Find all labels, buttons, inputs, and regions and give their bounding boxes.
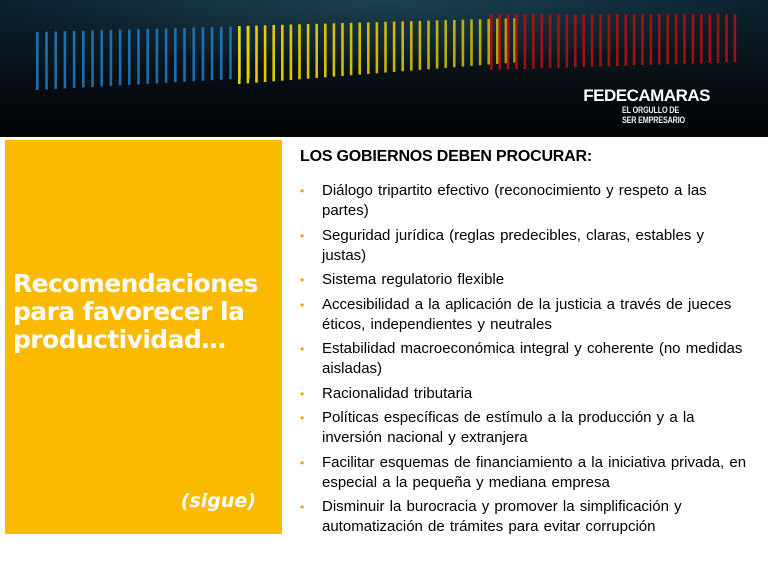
banner-stripe xyxy=(255,26,258,83)
list-item-text: Accesibilidad a la aplicación de la justicia a través de jueces éticos, independientes y neutrales xyxy=(322,295,732,333)
banner-stripe xyxy=(462,20,465,67)
brand-logo xyxy=(583,87,710,125)
banner-stripe xyxy=(211,27,214,80)
list-item xyxy=(300,384,750,404)
banner-stripe xyxy=(137,29,140,84)
banner-stripe xyxy=(470,19,473,65)
banner-stripe xyxy=(549,14,552,68)
banner-stripe xyxy=(582,14,585,67)
bullet-icon: • xyxy=(300,411,305,425)
banner-stripe xyxy=(174,28,177,82)
banner-stripe xyxy=(692,14,695,64)
brand-tagline-1: EL ORGULLO DE xyxy=(622,105,680,115)
banner-stripe xyxy=(358,23,361,75)
list-item-text: Diálogo tripartito efectivo (reconocimiento y respeto a las partes) xyxy=(322,182,707,219)
banner-stripe xyxy=(36,32,39,90)
banner-stripe xyxy=(507,14,510,69)
list-item-text: Racionalidad tributaria xyxy=(322,384,473,402)
list-item-text: Disminuir la burocracia y promover la simplificación y automatización de trámites para evitar corrupción xyxy=(322,498,682,535)
banner-stripe xyxy=(367,22,370,74)
banner-stripe xyxy=(557,14,560,68)
banner-stripe xyxy=(350,23,353,75)
banner-stripe xyxy=(725,14,728,62)
list-item xyxy=(300,408,750,448)
banner-stripe xyxy=(376,22,379,73)
banner-stripe xyxy=(82,31,85,88)
list-item xyxy=(300,181,750,221)
banner-stripe xyxy=(444,20,447,68)
banner-stripe xyxy=(91,30,94,86)
banner-stripe xyxy=(100,30,103,86)
banner-stripe xyxy=(156,29,159,84)
banner-stripe xyxy=(608,14,611,66)
content-area xyxy=(300,148,750,542)
bullet-icon: • xyxy=(300,228,305,243)
banner-stripe xyxy=(419,21,422,70)
title-panel xyxy=(5,140,282,534)
banner-stripe xyxy=(272,25,275,81)
continued-label: (sigue) xyxy=(180,490,256,512)
banner-stripe xyxy=(110,30,113,86)
bullet-icon: • xyxy=(300,386,305,401)
list-item-text: Sistema regulatorio flexible xyxy=(322,271,505,288)
list-item xyxy=(300,226,750,266)
banner-stripe xyxy=(616,14,619,66)
banner-stripe xyxy=(341,23,344,76)
banner-stripe xyxy=(515,14,518,69)
banner-stripe xyxy=(540,14,543,68)
bullet-icon: • xyxy=(300,273,305,287)
banner-stripe xyxy=(401,21,404,71)
banner-stripe xyxy=(238,26,241,84)
banner-stripe xyxy=(708,14,711,63)
banner-stripe xyxy=(298,24,301,79)
banner-stripe xyxy=(717,14,720,63)
banner-stripe xyxy=(591,14,594,67)
banner-stripe xyxy=(384,22,387,73)
banner-stripe xyxy=(229,27,232,80)
list-item xyxy=(300,339,750,379)
banner-stripe xyxy=(290,25,293,80)
banner-stripe xyxy=(128,29,131,84)
banner-stripe xyxy=(524,14,527,69)
bullet-icon: • xyxy=(300,342,305,356)
banner-stripe xyxy=(307,24,310,79)
brand-tagline-2: SER EMPRESARIO xyxy=(622,115,686,125)
list-item xyxy=(300,295,750,335)
banner-stripe xyxy=(183,28,186,82)
brand-name: FEDECAMARAS xyxy=(583,86,710,105)
recommendations-list xyxy=(300,181,750,537)
banner-stripe xyxy=(641,14,644,65)
banner-stripe xyxy=(532,14,535,69)
banner-stripe xyxy=(683,14,686,64)
banner-stripe xyxy=(315,24,318,78)
banner-stripe xyxy=(202,27,205,80)
banner-stripe xyxy=(281,25,284,81)
banner-stripe xyxy=(73,31,76,88)
bullet-icon: • xyxy=(300,500,305,514)
banner-stripe xyxy=(393,22,396,72)
bullet-icon: • xyxy=(300,455,305,470)
banner-stripe xyxy=(436,20,439,68)
banner-stripe xyxy=(192,28,195,82)
banner-stripe xyxy=(453,20,456,67)
header-banner xyxy=(0,0,768,137)
banner-stripe xyxy=(700,14,703,63)
banner-stripe xyxy=(574,14,577,67)
banner-stripe xyxy=(410,21,413,70)
banner-stripe xyxy=(119,30,122,86)
list-item-text: Seguridad jurídica (reglas predecibles, claras, estables y justas) xyxy=(322,226,705,264)
banner-stripe xyxy=(427,21,430,70)
banner-stripe xyxy=(658,14,661,65)
content-heading: LOS GOBIERNOS DEBEN PROCURAR: xyxy=(300,148,592,165)
banner-stripe xyxy=(666,14,669,64)
banner-stripe xyxy=(734,14,737,62)
banner-stripe xyxy=(45,32,48,90)
banner-stripe xyxy=(324,24,327,78)
banner-stripe xyxy=(487,19,490,65)
slide-title: Recomendaciones para favorecer la productividad… xyxy=(13,269,258,354)
banner-stripe xyxy=(220,27,223,80)
bullet-icon: • xyxy=(300,297,305,312)
bullet-icon: • xyxy=(300,184,305,198)
banner-stripe xyxy=(64,31,67,88)
banner-stripe xyxy=(633,14,636,65)
list-item xyxy=(300,497,750,537)
banner-stripe xyxy=(247,26,250,84)
banner-stripe xyxy=(599,14,602,67)
list-item-text: Estabilidad macroeconómica integral y coherente (no medidas aisladas) xyxy=(322,340,743,377)
banner-stripe xyxy=(479,19,482,65)
banner-stripe xyxy=(146,29,149,84)
banner-stripe xyxy=(333,23,336,76)
list-item xyxy=(300,270,750,290)
banner-stripe xyxy=(496,19,499,64)
banner-stripe xyxy=(566,14,569,68)
banner-stripe xyxy=(165,28,168,82)
list-item-text: Facilitar esquemas de financiamiento a la iniciativa privada, en especial a la pequeña y mediana empresa xyxy=(322,453,747,491)
banner-stripe xyxy=(675,14,678,64)
banner-stripe xyxy=(490,14,493,70)
list-item xyxy=(300,453,750,493)
list-item-text: Políticas específicas de estímulo a la producción y a la inversión nacional y extranjera xyxy=(322,409,695,446)
banner-stripe xyxy=(650,14,653,65)
banner-stripe xyxy=(624,14,627,66)
banner-stripe xyxy=(498,14,501,70)
banner-stripe xyxy=(264,25,267,82)
banner-stripe xyxy=(54,31,57,88)
